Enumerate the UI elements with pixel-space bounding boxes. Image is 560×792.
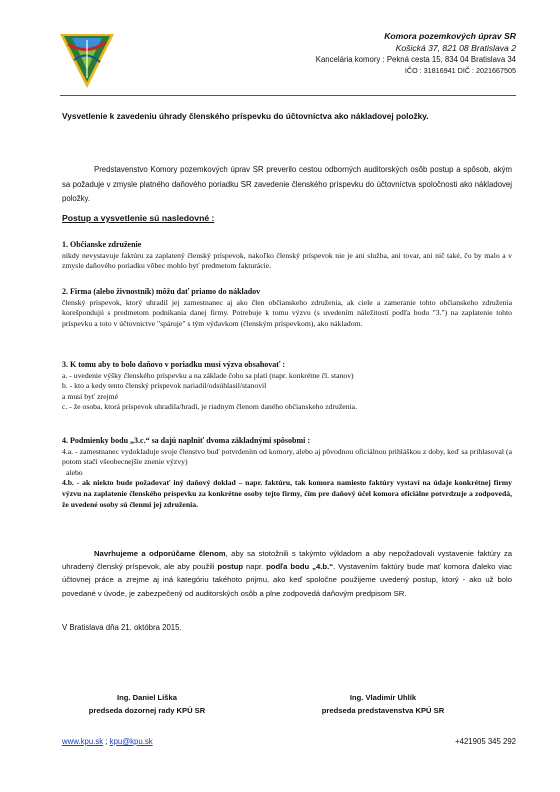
intro-paragraph: Predstavenstvo Komory pozemkových úprav SR preverilo cestou odborných auditorských osôb postup a spôsob, akým sa požaduje v zmysle platného daňového poriadku SR zavedenie členského príspevku do účtovníctva spoločnosti ako nákladovej položky.: [62, 165, 512, 203]
phone-number: +421905 345 292: [455, 737, 516, 746]
org-name: Komora pozemkových úprav SR: [384, 31, 516, 41]
section-2-heading: 2. Firma (alebo živnostník) môžu dať priamo do nákladov: [62, 287, 261, 296]
section-4-alebo: alebo: [66, 467, 83, 477]
signatory-name: Ing. Daniel Líška: [117, 693, 177, 702]
section-3: [62, 360, 512, 413]
signature-block-1: [62, 691, 232, 717]
section-4b-text: 4.b. - ak niekto bude požadovať iný daňový doklad – napr. faktúru, tak komora namiesto faktúry vystaví na údaje konkrétnej firmy výzvu na zaplatenie členského príspevku za konkrétne osoby tejto firmy, čím pre daňový účel komora oficiálne potvrdzuje a zodpovedá, že uvedené osoby sú členmi jej združenia.: [62, 478, 512, 509]
page-footer: [62, 737, 516, 746]
kpu-triangle-logo-icon: [58, 30, 116, 90]
recommendation-postup: postup: [217, 562, 244, 572]
office-address: Kancelária komory : Pekná cesta 15, 834 04 Bratislava 34: [315, 55, 516, 64]
section-4-heading: 4. Podmienky bodu „3.c.“ sa dajú naplniť dvoma základnými spôsobmi :: [62, 436, 311, 445]
signatory-role: predseda dozornej rady KPÚ SR: [88, 706, 206, 715]
signature-block-2: [288, 691, 478, 717]
recommendation-part2: napr.: [243, 562, 267, 572]
footer-separator: ;: [103, 737, 110, 746]
document-title: Vysvetlenie k zavedeniu úhrady členského príspevku do účtovníctva ako nákladovej položky.: [62, 111, 429, 121]
recommendation-point: podľa bodu „4.b.“: [266, 562, 334, 572]
header-divider: [60, 95, 516, 96]
section-3-heading: 3. K tomu aby to bolo daňovo v poriadku musí výzva obsahovať :: [62, 360, 286, 369]
document-date: V Bratislava dňa 21. októbra 2015.: [62, 623, 182, 632]
section-1: [62, 240, 512, 272]
organization-header: [316, 30, 516, 76]
recommendation-lead: Navrhujeme a odporúčame členom: [94, 549, 226, 558]
section-2-text: členský príspevok, ktorý uhradil jej zamestnanec aj ako člen občianskeho združenia, ak ciele a zameranie tohto občianskeho združenia korešpondujú s predmetom podnikania danej firmy. Potrebuje k tomu výzvu (s uvedením náležitostí podľa bodu "3.") na zaplatenie tohto príspevku a toto v účtovnictve "spáruje" s tým výdavkom (členským príspevkom), ako nákladom.: [62, 297, 512, 328]
signatory-name: Ing. Vladimír Uhlík: [349, 693, 417, 702]
procedure-subheading: Postup a vysvetlenie sú nasledovné :: [62, 213, 215, 223]
recommendation-part1: , aby sa stotožnili s takýmto výkladom a aby nepožadovali vystavenie faktúry za uhradený členský príspevok, ale aby použili: [62, 549, 512, 572]
section-1-text: nikdy nevystavuje faktúru za zaplatený členský príspevok, nakoľko členský príspevok nie je ani služba, ani tovar, ani nič také, čo by malo a v zmysle daňového poriadku vôbec mohlo byť predmetom fakturácie.: [62, 250, 512, 271]
section-4a-text: 4.a. - zamestnanec vydokladuje svoje členstvo buď potvrdením od komory, alebo aj pôvodnou oficiálnou prihláškou z doby, keď sa prihlasoval (a potom stačí všeobecnejšie znenie výzvy): [62, 446, 512, 467]
section-2: [62, 287, 512, 329]
company-ids: IČO : 31816941 DIČ : 2021667505: [404, 66, 516, 75]
section-1-heading: 1. Občianske združenie: [62, 240, 142, 249]
section-3-item-b-cont: a musí byť zrejmé: [62, 391, 119, 401]
email-link[interactable]: kpu@kpu.sk: [109, 737, 153, 746]
org-address: Košická 37, 821 08 Bratislava 2: [395, 43, 516, 53]
section-3-item-b: b. - kto a kedy tento členský príspevok nariadil/odsúhlasil/stanovil: [62, 381, 267, 391]
website-link[interactable]: www.kpu.sk: [62, 737, 104, 746]
recommendation-part3: . Vystavením faktúry bude mať komora ďaleko viac účtovnej práce a zrejme aj iná kategóriu takéhoto prijmu, ako keď spoločne použijeme uvedený postup, ktorý - ako už bolo povedané v úvode, je zabezpečený od auditorských osôb a plne zodpovedá daňovým predpisom SR.: [62, 562, 513, 598]
section-3-item-a: a. - uvedenie výšky členského príspevku a na základe čoho sa platí (napr. konkrétne čl. stanov): [62, 370, 354, 380]
signatory-role: predseda predstavenstva KPÚ SR: [321, 706, 445, 715]
section-4: [62, 436, 512, 510]
section-3-item-c: c. - že osoba, ktorá príspevok uhradila/hradí, je riadnym členom daného občianskeho združenia.: [62, 402, 358, 412]
recommendation-paragraph: [62, 547, 512, 600]
